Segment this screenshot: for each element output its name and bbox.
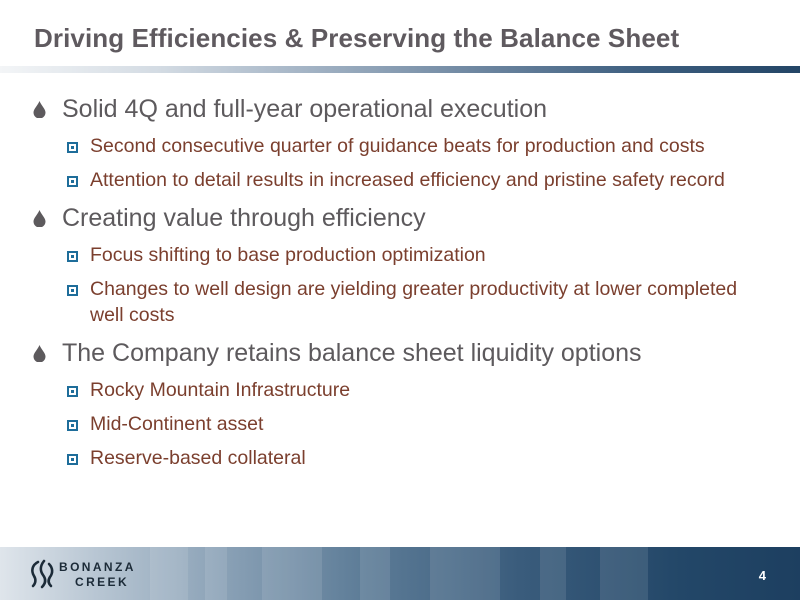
bullet-level2-text: Mid-Continent asset — [90, 413, 264, 435]
logo-text-line1: BONANZA — [59, 560, 136, 574]
bullet-level2 — [0, 411, 800, 437]
bullet-level2-text: Changes to well design are yielding greater productivity at lower completed well costs — [90, 278, 738, 326]
drop-icon — [33, 210, 46, 227]
bullet-level2 — [0, 242, 800, 268]
bullet-level2 — [0, 445, 800, 471]
square-bullet-icon — [67, 420, 78, 431]
square-bullet-icon — [67, 454, 78, 465]
bonanza-creek-logo-mark — [30, 559, 54, 589]
square-bullet-icon — [67, 386, 78, 397]
square-bullet-icon — [67, 251, 78, 262]
bullet-level1-text: The Company retains balance sheet liquidity options — [62, 339, 642, 367]
slide-title: Driving Efficiencies & Preserving the Balance Sheet — [34, 23, 680, 53]
title-divider — [0, 66, 800, 73]
bullet-level1 — [0, 203, 800, 233]
bullet-level1-text: Solid 4Q and full-year operational execution — [62, 95, 548, 123]
square-bullet-icon — [67, 285, 78, 296]
bullet-level2-text: Reserve-based collateral — [90, 447, 306, 469]
drop-icon — [33, 345, 46, 362]
bullet-level2-text: Rocky Mountain Infrastructure — [90, 379, 351, 401]
bullet-level1-text: Creating value through efficiency — [62, 204, 426, 232]
bullet-level2-text: Attention to detail results in increased efficiency and pristine safety record — [90, 169, 725, 191]
square-bullet-icon — [67, 176, 78, 187]
bullet-level2 — [0, 276, 800, 328]
bullet-level1 — [0, 338, 800, 368]
bullet-list — [0, 94, 800, 471]
company-logo — [30, 557, 136, 591]
bullet-level1 — [0, 94, 800, 124]
bullet-level2 — [0, 377, 800, 403]
page-number: 4 — [758, 568, 766, 583]
drop-icon — [33, 101, 46, 118]
bullet-level2 — [0, 133, 800, 159]
logo-text-line2: CREEK — [75, 575, 130, 589]
bullet-level2-text: Second consecutive quarter of guidance beats for production and costs — [90, 135, 705, 157]
bullet-level2-text: Focus shifting to base production optimization — [90, 244, 486, 266]
bullet-level2 — [0, 167, 800, 193]
square-bullet-icon — [67, 142, 78, 153]
